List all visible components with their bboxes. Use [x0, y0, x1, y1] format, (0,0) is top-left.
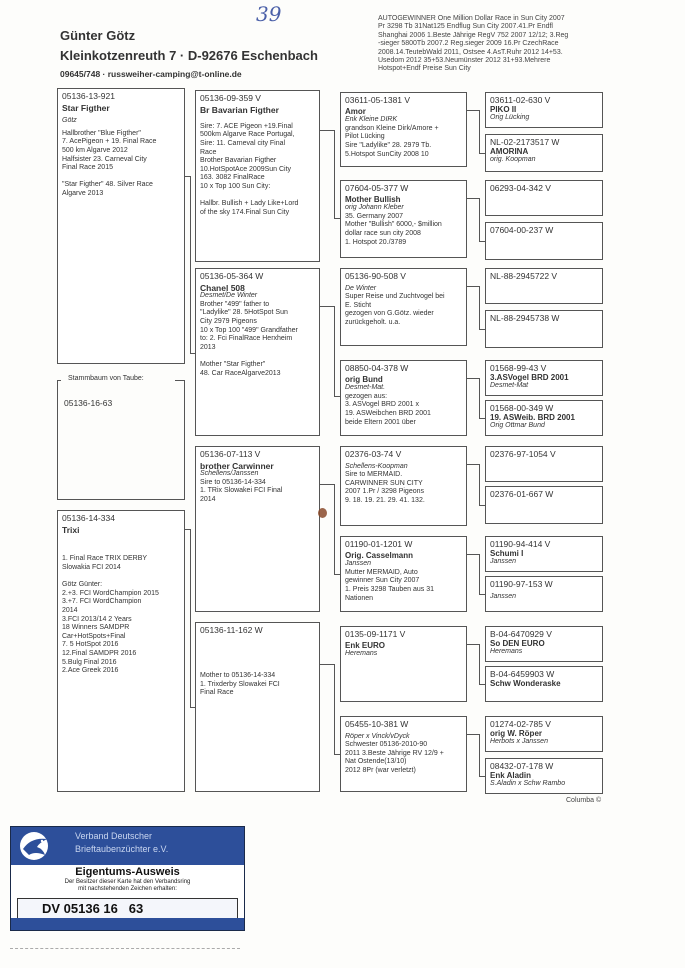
- ring-number: B-04-6470929 V: [490, 629, 552, 639]
- ring-number: 06293-04-342 V: [490, 183, 551, 193]
- pigeon-name: Schumi I: [490, 548, 524, 558]
- owner-address: Kleinkotzenreuth 7 · D-92676 Eschenbach: [60, 48, 318, 63]
- pigeon-notes: Mutter MERMAID, Auto gewinner Sun City 2007 1. Preis 3298 Tauben aus 31 Nationen: [345, 568, 434, 602]
- gen2-box: [195, 90, 320, 262]
- pigeon-name: orig W. Röper: [490, 728, 542, 738]
- breeder: Desmet-Mat.: [345, 384, 386, 392]
- pigeon-name: orig Bund: [345, 374, 383, 384]
- page-number: 39: [256, 2, 282, 26]
- ring-number: 07604-05-377 W: [345, 183, 409, 193]
- pigeon-notes: Super Reise und Zuchtvogel bei E. Sticht gezogen von G.Götz. wieder zurückgeholt. u.a.: [345, 293, 445, 326]
- gen3-box: [340, 268, 467, 346]
- ring-number: 07604-00-237 W: [490, 225, 554, 235]
- pigeon-name: AMORINA: [490, 146, 529, 156]
- breeder: Heremans: [345, 650, 378, 658]
- achievements-text: AUTOGEWINNER One Million Dollar Race in Sun City 2007 Pr 3298 Tb 31Nat125 Endflug Sun City 2007.41.Pr Endfl Shanghai 2006 1.Beste Jährige RegV 752 2007 12/12; 3.Reg -sieger 5800Tb 2007.2 Reg.sieger 2009 16.Pr CzechRace 2008.14.TeutebWald 2011, Ostsee 4.AsT.Ruhr 2012 14+53. Usedom 2012 35+53.Neumünster 2012 31+93.Mehrere Hotspot+Endf Preise Sun City: [378, 15, 569, 73]
- gen4-box: [485, 758, 603, 794]
- gen2-box: [195, 446, 320, 612]
- pigeon-name: So DEN EURO: [490, 638, 545, 648]
- breeder: Götz: [62, 117, 77, 125]
- gen4-box: [485, 486, 603, 524]
- pigeon-notes: 1. Final Race TRIX DERBY Slowakia FCI 2014 Götz Günter: 2.+3. FCI WordChampion 2015 3.+7. FCI WordChampion 2014 3.FCI 2013/14 2 Years 18 Winners SAMDPR Car+HotSpots+Final 7. 5 HotSpot 2016 12.Final SAMDPR 2016 5.Bulg Final 2016 2.Ace Greek 2016: [62, 555, 159, 675]
- owner-name: Günter Götz: [60, 28, 136, 43]
- breeder: Orig Lücking: [490, 114, 530, 122]
- stammbaum-label: Stammbaum von Taube:: [68, 375, 144, 382]
- ring-field: [17, 898, 238, 920]
- pigeon-notes: gezogen aus: 3. ASVogel BRD 2001 x 19. ASWeibchen BRD 2001 beide Eltern 2001 über: [345, 392, 431, 426]
- breeder: Heremans: [490, 648, 523, 656]
- pigeon-name: Schw Wonderaske: [490, 678, 561, 688]
- ring-number: 02376-01-667 W: [490, 489, 554, 499]
- breeder: orig Johann Kleber: [345, 204, 404, 212]
- pigeon-name: Trixi: [62, 524, 80, 535]
- ring-number: 02376-03-74 V: [345, 449, 402, 459]
- breeder: Desmet-Mat: [490, 382, 529, 390]
- pigeon-name: Chanel 508: [200, 282, 245, 293]
- ring-number: 05136-11-162 W: [200, 625, 263, 635]
- owner-contact: 09645/748 · russweiher-camping@t-online.de: [60, 69, 242, 79]
- gen4-box: [485, 310, 603, 348]
- pigeon-notes: grandson Kleine Dirk/Amore + Pilot Lücking Sire "Ladylike" 28. 2979 Tb. 5.Hotspot SunCity 2008 10: [345, 124, 439, 158]
- pigeon-name: brother Carwinner: [200, 460, 274, 471]
- gen3-box: [340, 360, 467, 436]
- breeder: orig. Koopman: [490, 156, 536, 164]
- org-line-2: Brieftaubenzüchter e.V.: [75, 844, 169, 854]
- gen4-box: [485, 626, 603, 662]
- ink-spot: [318, 508, 327, 518]
- ring-number: NL-88-2945722 V: [490, 271, 558, 281]
- gen4-box: [485, 536, 603, 572]
- pigeon-notes: 35. Germany 2007 Mother "Bullish" 6000,- $million dollar race sun city 2008 1. Hotspot 20./3789: [345, 212, 442, 246]
- gen4-box: [485, 666, 603, 702]
- ring-number: 01568-99-43 V: [490, 363, 547, 373]
- breeder: Herbots x Janssen: [490, 738, 548, 746]
- dam-box: [57, 510, 185, 792]
- gen2-box: [195, 622, 320, 792]
- card-subtitle: Der Besitzer dieser Karte hat den Verbandsring mit nachstehenden Zeichen erhalten:: [64, 879, 191, 892]
- ring-number: 05136-14-334: [62, 513, 115, 523]
- ring-number: 02376-97-1054 V: [490, 449, 556, 459]
- gen3-box: [340, 92, 467, 167]
- gen4-box: [485, 360, 603, 396]
- breeder: Desmet/De Winter: [200, 292, 258, 300]
- gen4-box: [485, 180, 603, 216]
- breeder: Schellens/Janssen: [200, 470, 259, 478]
- pigeon-name: 3.ASVogel BRD 2001: [490, 372, 569, 382]
- ring-number: B-04-6459903 W: [490, 669, 555, 679]
- breeder: Enk Kleine DIRK: [345, 116, 398, 124]
- ring-number: 05136-05-364 W: [200, 271, 264, 281]
- gen3-box: [340, 626, 467, 702]
- pigeon-notes: Sire to MERMAID. CARWINNER SUN CITY 2007 1.Pr / 3298 Pigeons 9. 18. 19. 21. 29. 41. 132.: [345, 471, 425, 504]
- card-footer-band: [11, 918, 244, 930]
- stammbaum-ring: 05136-16-63: [64, 398, 113, 408]
- ring-number: 0135-09-1171 V: [345, 629, 406, 639]
- footer-brand: Columba ©: [566, 797, 602, 804]
- pigeon-name: Mother Bullish: [345, 194, 401, 204]
- pigeon-name: Enk Aladin: [490, 770, 532, 780]
- gen3-box: [340, 536, 467, 612]
- card-header: [11, 827, 244, 865]
- pigeon-notes: Sire: 7. ACE Pigeon +19.Final 500km Algarve Race Portugal, Sire: 11. Carneval city Final Race Brother Bavarian Figther 10.HotSpotAce 2009Sun City 163. 3082 FinalRace 10 x Top 100 Sun City: Hallbr. Bullish + Lady Like+Lord of the sky 174.Final Sun City: [200, 122, 299, 216]
- pigeon-notes: Hallbrother "Blue Figther" 7. AcePigeon + 19. Final Race 500 km Algarve 2012 Halfsister 23. Carneval City Final Race 2015 "Star Figther" 48. Silver Race Algarve 2013: [62, 129, 157, 197]
- gen4-box: [485, 222, 603, 260]
- ring-number: 03611-05-1381 V: [345, 95, 411, 105]
- ring-number: 08850-04-378 W: [345, 363, 409, 373]
- ring-number: NL-02-2173517 W: [490, 137, 560, 147]
- ring-number: 03611-02-630 V: [490, 95, 551, 105]
- ring-number: 01190-94-414 V: [490, 539, 551, 549]
- stammbaum-box: [57, 375, 185, 500]
- pigeon-name: Br Bavarian Figther: [200, 104, 279, 115]
- gen4-box: [485, 268, 603, 304]
- pigeon-notes: Mother to 05136-14-334 1. Trixderby Slowakei FCI Final Race: [200, 671, 280, 697]
- ring-number: 01568-00-349 W: [490, 403, 554, 413]
- sire-box: [57, 88, 185, 364]
- ring-number: 05136-09-359 V: [200, 93, 261, 103]
- ring-number: DV 05136 16 63: [42, 901, 144, 916]
- ring-number: 08432-07-178 W: [490, 761, 554, 771]
- pigeon-name: 19. ASWeib. BRD 2001: [490, 412, 575, 422]
- gen4-box: [485, 134, 603, 172]
- breeder: Janssen: [490, 592, 517, 600]
- pigeon-notes: Sire to 05136-14-334 1. TRix Slowakei FCI Final 2014: [200, 478, 283, 503]
- ring-number: 05136-90-508 V: [345, 271, 406, 281]
- ring-number: 05455-10-381 W: [345, 719, 409, 729]
- pigeon-notes: Schwester 05136-2010-90 2011 3.Beste Jährige RV 12/9 + Nat Ostende(13/10) 2012 8Pr (war verletzt): [345, 741, 444, 774]
- ring-number: 01190-01-1201 W: [345, 539, 413, 549]
- pigeon-name: Orig. Casselmann: [345, 550, 414, 560]
- pigeon-name: Amor: [345, 106, 366, 116]
- pigeon-logo-icon: [17, 831, 55, 861]
- ring-number: 05136-07-113 V: [200, 449, 261, 459]
- gen4-box: [485, 576, 603, 612]
- pigeon-name: PIKO II: [490, 104, 517, 114]
- ownership-card: [10, 826, 245, 931]
- ring-number: 01274-02-785 V: [490, 719, 551, 729]
- bottom-rule: [10, 948, 240, 949]
- breeder: De Winter: [345, 284, 377, 292]
- gen3-box: [340, 180, 467, 258]
- gen4-box: [485, 716, 603, 752]
- breeder: Janssen: [490, 558, 517, 566]
- org-line-1: Verband Deutscher: [75, 831, 153, 841]
- breeder: S.Aladin x Schw Rambo: [490, 780, 566, 788]
- breeder: Janssen: [345, 560, 372, 568]
- ring-number: NL-88-2945738 W: [490, 313, 560, 323]
- ring-number: 05136-13-921: [62, 91, 115, 101]
- gen3-box: [340, 716, 467, 792]
- gen4-box: [485, 92, 603, 128]
- gen4-box: [485, 400, 603, 436]
- pigeon-name: Enk EURO: [345, 640, 386, 650]
- ring-number: 01190-97-153 W: [490, 579, 553, 589]
- card-title: Eigentums-Ausweis: [75, 866, 180, 878]
- gen4-box: [485, 446, 603, 482]
- pigeon-name: Star Figther: [62, 102, 110, 113]
- gen3-box: [340, 446, 467, 526]
- breeder: Schellens-Koopman: [345, 462, 408, 470]
- pigeon-notes: Brother "499" father to "Ladylike" 28. 5HotSpot Sun City 2979 Pigeons 10 x Top 100 "499" Grandfather to: 2. Fci FinalRace Herxheim 2013 Mother "Star Figther" 48. Car RaceAlgarve2013: [200, 300, 298, 377]
- breeder: Röper x Vinck/vDyck: [345, 732, 410, 740]
- gen2-box: [195, 268, 320, 436]
- breeder: Orig Ottmar Bund: [490, 422, 545, 430]
